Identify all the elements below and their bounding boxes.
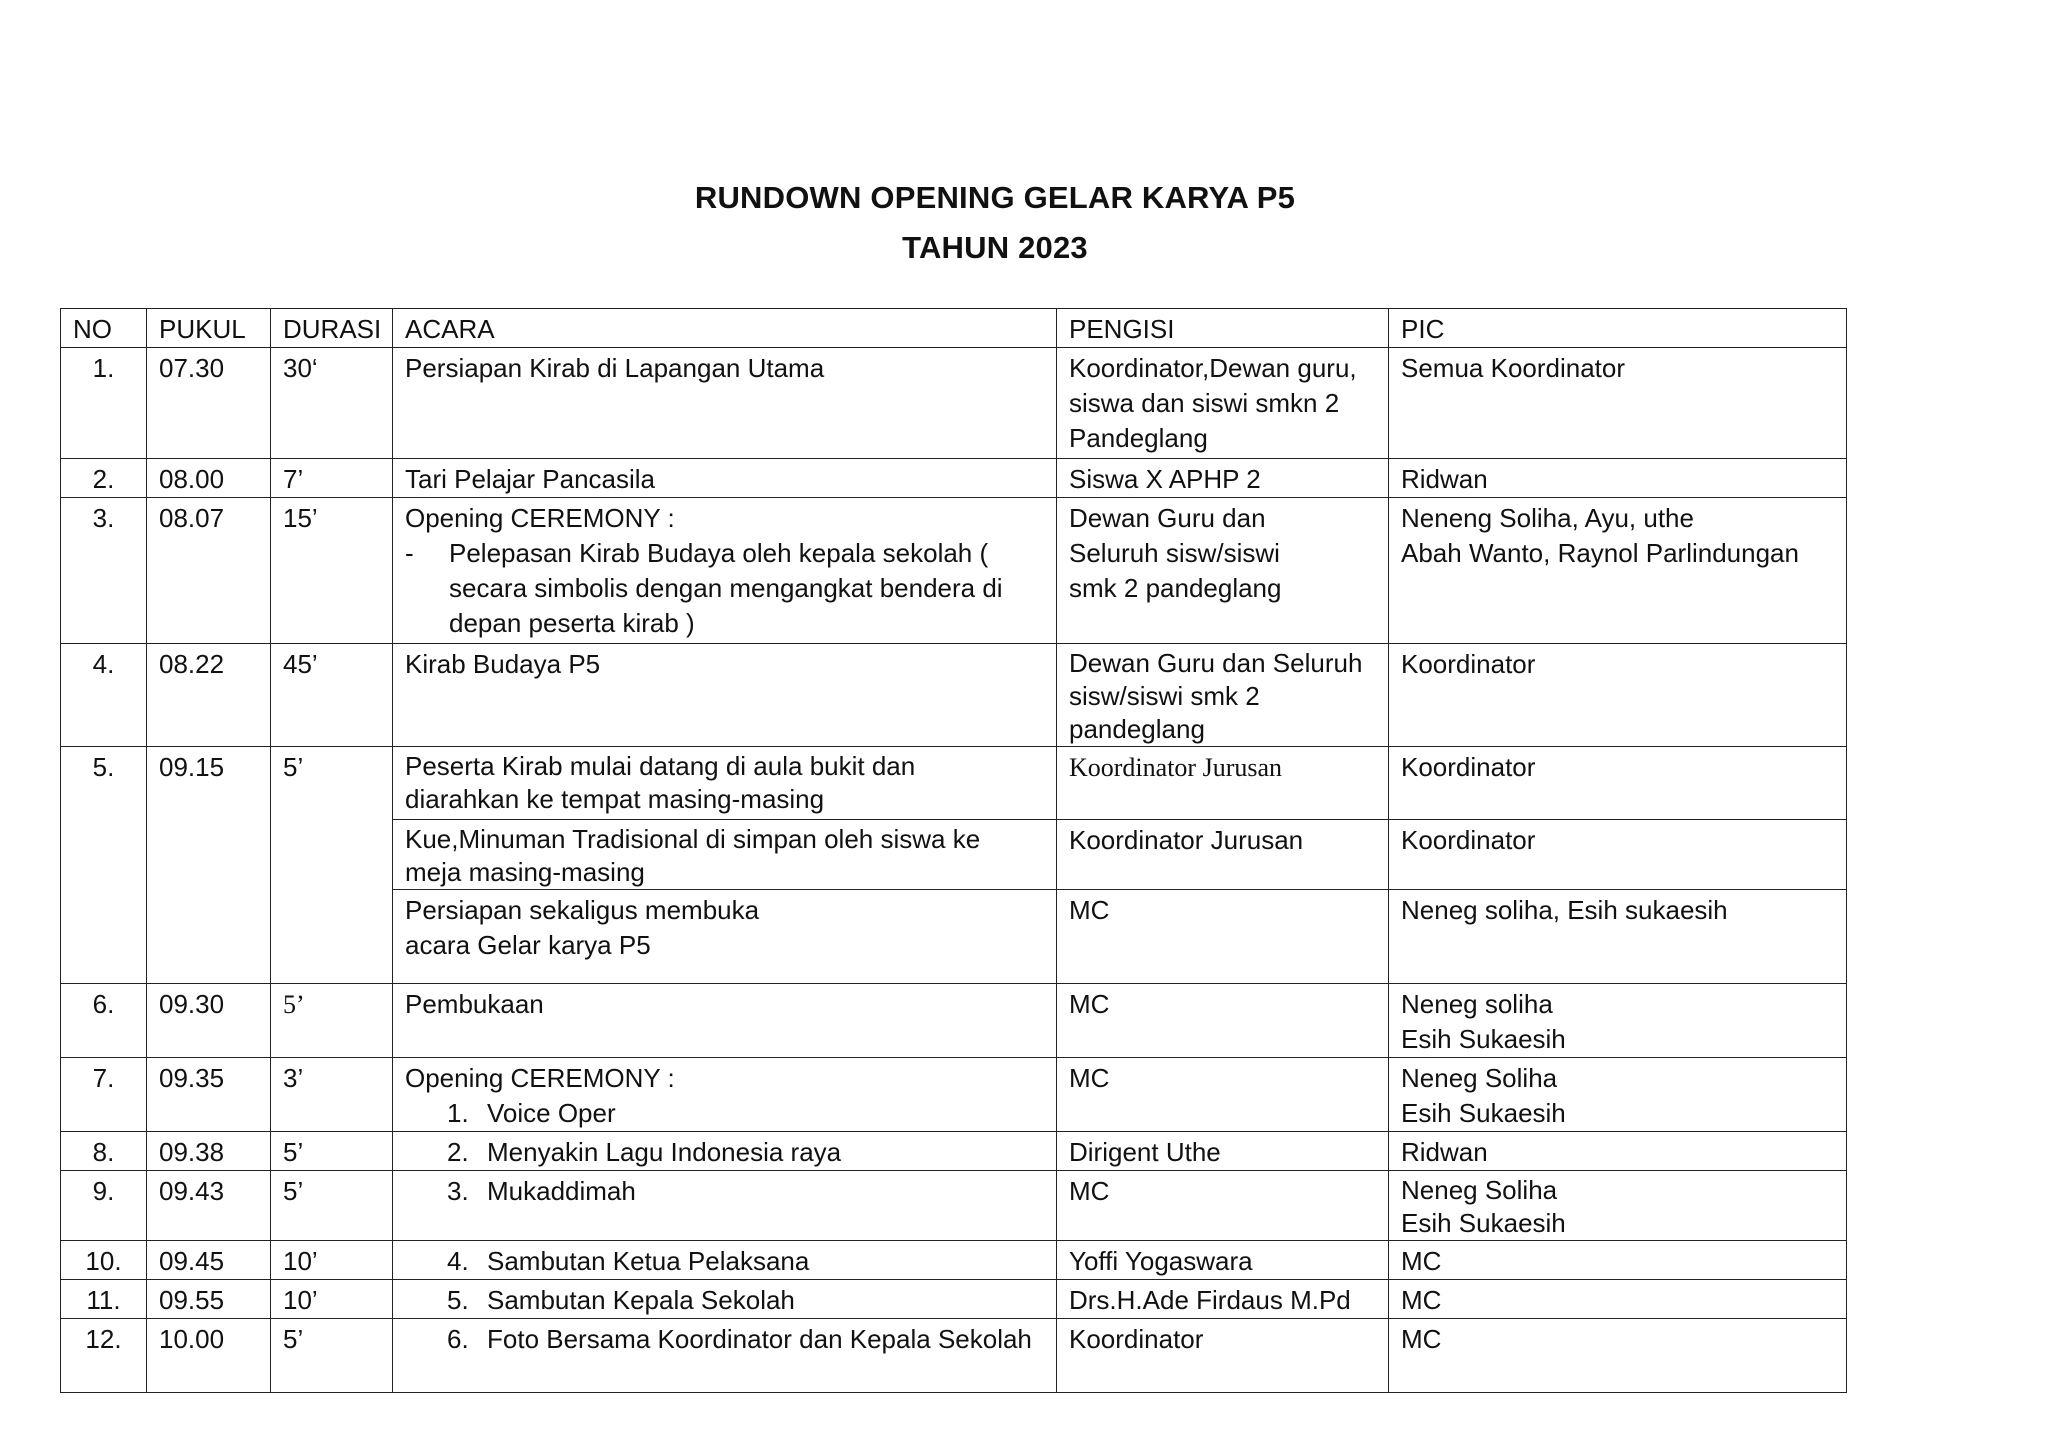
cell-acara [393,348,1057,459]
numbered-item [405,1244,1044,1279]
cell-no: 12. [61,1319,147,1393]
cell-pic: Koordinator [1389,644,1847,747]
pengisi-line: smk 2 pandeglang [1069,573,1282,603]
cell-pengisi: Dirigent Uthe [1057,1132,1389,1171]
cell-durasi: 5’ [271,984,393,1058]
table-row [61,1280,1847,1319]
cell-no: 1. [61,348,147,459]
cell-pengisi: Siswa X APHP 2 [1057,459,1389,498]
cell-pukul: 07.30 [147,348,271,459]
cell-acara: Pembukaan [393,984,1057,1058]
bullet-item [405,536,1044,641]
cell-durasi: 7’ [271,459,393,498]
cell-durasi: 10’ [271,1280,393,1319]
item-text: Voice Oper [487,1098,616,1128]
cell-pic [1389,348,1847,459]
cell-pukul: 09.38 [147,1132,271,1171]
header-durasi: DURASI [271,309,393,348]
cell-durasi: 5’ [271,1319,393,1393]
cell-acara [393,1319,1057,1393]
acara-title: Opening CEREMONY : [405,503,675,533]
pic-line: Esih Sukaesih [1401,1098,1566,1128]
cell-pic [1389,1058,1847,1132]
pic-line: Neneng Soliha, Ayu, uthe [1401,503,1694,533]
cell-pengisi: MC [1057,1171,1389,1241]
cell-pengisi: Koordinator Jurusan [1057,747,1389,820]
document-title: RUNDOWN OPENING GELAR KARYA P5 [694,180,1296,215]
cell-pic: Ridwan [1389,1132,1847,1171]
pic-line: Neneg soliha [1401,989,1553,1019]
table-row [61,348,1847,459]
cell-pukul: 09.30 [147,984,271,1058]
cell-acara [393,1132,1057,1171]
cell-pic: Ridwan [1389,459,1847,498]
dash-bullet: - [405,538,414,568]
pengisi-line: Dewan Guru dan [1069,503,1266,533]
cell-pukul: 09.45 [147,1241,271,1280]
cell-pukul: 08.00 [147,459,271,498]
cell-acara [393,1058,1057,1132]
cell-no: 5. [61,747,147,984]
cell-pengisi [1057,644,1389,747]
cell-no: 11. [61,1280,147,1319]
acara-line: Persiapan sekaligus membuka [405,895,760,925]
cell-pengisi [1057,498,1389,644]
table-row [61,1058,1847,1132]
cell-no: 2. [61,459,147,498]
item-number: 2. [447,1137,469,1167]
table-row [61,984,1847,1058]
table-row [61,459,1847,498]
cell-durasi: 30‘ [271,348,393,459]
acara-line: Peserta Kirab mulai datang di aula bukit dan [405,751,916,781]
item-number: 4. [447,1246,469,1276]
header-pengisi: PENGISI [1057,309,1389,348]
cell-durasi: 5’ [271,1132,393,1171]
table-row [61,498,1847,644]
cell-pic: Koordinator [1389,747,1847,820]
cell-acara: Kirab Budaya P5 [393,644,1057,747]
bullet-line: Pelepasan Kirab Budaya oleh kepala sekolah ( [449,538,989,568]
acara-line: Persiapan Kirab di Lapangan Utama [405,353,825,383]
cell-durasi: 15’ [271,498,393,644]
cell-acara [393,747,1057,820]
cell-durasi: 3’ [271,1058,393,1132]
table-row [61,1171,1847,1241]
cell-pengisi: MC [1057,984,1389,1058]
cell-pengisi: Drs.H.Ade Firdaus M.Pd [1057,1280,1389,1319]
item-number: 1. [447,1098,469,1128]
item-text: Mukaddimah [487,1176,636,1206]
numbered-item [405,1135,1044,1170]
cell-acara [393,1280,1057,1319]
cell-pic: Koordinator [1389,820,1847,890]
acara-line: diarahkan ke tempat masing-masing [405,784,825,814]
cell-acara [393,1241,1057,1280]
cell-pukul: 08.22 [147,644,271,747]
cell-pic [1389,1171,1847,1241]
numbered-item [405,1096,1044,1131]
acara-line: acara Gelar karya P5 [405,930,651,960]
pengisi-line: siswa dan siswi smkn 2 [1069,388,1340,418]
acara-line: Kue,Minuman Tradisional di simpan oleh siswa ke [405,824,981,854]
document-subtitle: TAHUN 2023 [902,230,1088,265]
header-no: NO [61,309,147,348]
cell-acara [393,498,1057,644]
pengisi-line: Koordinator,Dewan guru, [1069,353,1357,383]
rundown-table [60,308,1847,1393]
pengisi-line: Seluruh sisw/siswi [1069,538,1280,568]
table-row [61,1241,1847,1280]
bullet-line: depan peserta kirab ) [449,608,695,638]
pic-line: Neneg Soliha [1401,1175,1558,1205]
acara-line: meja masing-masing [405,857,645,887]
item-number: 5. [447,1285,469,1315]
item-text: Sambutan Kepala Sekolah [487,1285,795,1315]
cell-pic: MC [1389,1280,1847,1319]
pengisi-line: Dewan Guru dan Seluruh [1069,648,1363,678]
cell-no: 8. [61,1132,147,1171]
cell-no: 10. [61,1241,147,1280]
acara-title: Opening CEREMONY : [405,1063,675,1093]
cell-acara [393,820,1057,890]
cell-pukul: 09.15 [147,747,271,984]
pic-line: Neneg Soliha [1401,1063,1558,1093]
header-acara: ACARA [393,309,1057,348]
table-header-row [61,309,1847,348]
cell-pengisi: MC [1057,1058,1389,1132]
cell-pic: MC [1389,1319,1847,1393]
pengisi-line: sisw/siswi smk 2 [1069,681,1260,711]
item-text: Foto Bersama Koordinator dan Kepala Sekolah [487,1324,1032,1354]
bullet-line: secara simbolis dengan mengangkat bendera di [449,573,1003,603]
cell-acara [393,1171,1057,1241]
numbered-item [405,1174,1044,1209]
header-pic: PIC [1389,309,1847,348]
pic-line: Esih Sukaesih [1401,1208,1566,1238]
cell-no: 6. [61,984,147,1058]
cell-pengisi: Yoffi Yogaswara [1057,1241,1389,1280]
cell-pukul: 09.43 [147,1171,271,1241]
cell-acara: Tari Pelajar Pancasila [393,459,1057,498]
cell-pengisi: Koordinator [1057,1319,1389,1393]
cell-acara [393,890,1057,984]
numbered-item [405,1283,1044,1318]
cell-durasi: 5’ [271,747,393,984]
cell-pic: MC [1389,1241,1847,1280]
numbered-item [405,1322,1044,1357]
cell-no: 3. [61,498,147,644]
item-text: Sambutan Ketua Pelaksana [487,1246,810,1276]
cell-pic [1389,498,1847,644]
pic-line: Esih Sukaesih [1401,1024,1566,1054]
cell-pic [1389,984,1847,1058]
item-text: Menyakin Lagu Indonesia raya [487,1137,842,1167]
cell-pengisi: MC [1057,890,1389,984]
pic-line: Semua Koordinator [1401,353,1626,383]
cell-no: 7. [61,1058,147,1132]
header-pukul: PUKUL [147,309,271,348]
cell-durasi: 45’ [271,644,393,747]
table-row [61,747,1847,820]
cell-durasi: 10’ [271,1241,393,1280]
table-row [61,1319,1847,1393]
cell-pic: Neneg soliha, Esih sukaesih [1389,890,1847,984]
pic-line: Abah Wanto, Raynol Parlindungan [1401,538,1799,568]
cell-pukul: 10.00 [147,1319,271,1393]
cell-pengisi [1057,348,1389,459]
table-row [61,644,1847,747]
cell-pukul: 08.07 [147,498,271,644]
pengisi-line: pandeglang [1069,714,1205,744]
cell-pengisi: Koordinator Jurusan [1057,820,1389,890]
cell-pukul: 09.55 [147,1280,271,1319]
cell-no: 9. [61,1171,147,1241]
pengisi-line: Pandeglang [1069,423,1208,453]
table-row [61,1132,1847,1171]
item-number: 6. [447,1324,469,1354]
item-number: 3. [447,1176,469,1206]
cell-durasi: 5’ [271,1171,393,1241]
cell-pukul: 09.35 [147,1058,271,1132]
cell-no: 4. [61,644,147,747]
